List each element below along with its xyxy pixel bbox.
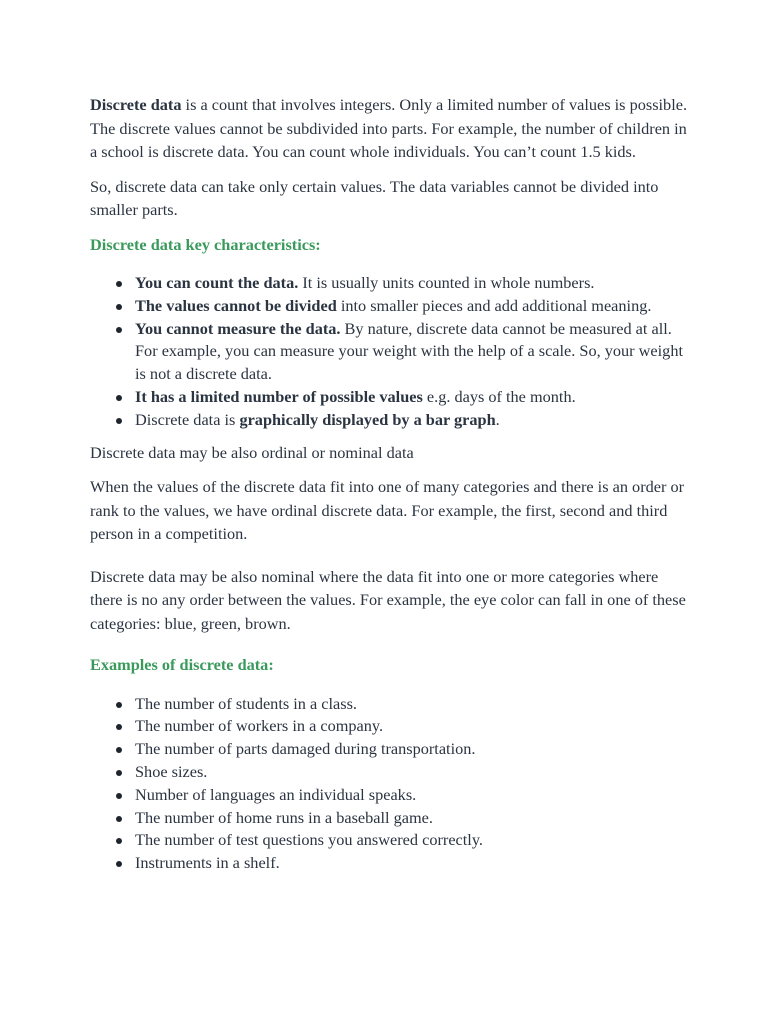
list-item: The number of students in a class. xyxy=(90,693,690,716)
document-page xyxy=(90,93,690,875)
ordinal-nominal-paragraph: Discrete data may be also ordinal or nominal data xyxy=(90,442,414,462)
list-item xyxy=(90,272,690,295)
item-pre: Discrete data is xyxy=(135,409,240,429)
characteristics-list xyxy=(90,272,690,432)
item-bold: The values cannot be divided xyxy=(135,295,337,315)
intro-paragraph xyxy=(90,93,690,164)
examples-list xyxy=(90,693,690,875)
item-text: . xyxy=(495,409,500,429)
list-item: Number of languages an individual speaks. xyxy=(90,784,690,807)
list-item: The number of test questions you answered correctly. xyxy=(90,829,690,852)
item-text: By nature, discrete data cannot be measured at all. For example, you can measure your weight with the help of a scale. So, your weight is not a discrete data. xyxy=(135,318,683,384)
item-bold: You can count the data. xyxy=(135,273,299,292)
list-item: Instruments in a shelf. xyxy=(90,852,690,875)
summary-paragraph: So, discrete data can take only certain values. The data variables cannot be divided into smaller parts. xyxy=(90,176,659,219)
list-item xyxy=(90,295,690,318)
list-item xyxy=(90,409,690,432)
ordinal-description: When the values of the discrete data fit into one of many categories and there is an order or rank to the values, we have ordinal discrete data. For example, the first, second and third person in a competition. xyxy=(90,477,685,544)
nominal-description: Discrete data may be also nominal where the data fit into one or more categories where there is no any order between the values. For example, the eye color can fall in one of these categories: blue, green, brown. xyxy=(90,566,686,633)
intro-text: is a count that involves integers. Only a limited number of values is possible. The discrete values cannot be subdivided into parts. For example, the number of children in a school is discrete data. You can count whole individuals. You can’t count 1.5 kids. xyxy=(90,95,688,161)
list-item: The number of parts damaged during transportation. xyxy=(90,738,690,761)
intro-term: Discrete data xyxy=(90,95,182,114)
list-item: The number of workers in a company. xyxy=(90,715,690,738)
list-item: Shoe sizes. xyxy=(90,761,690,784)
list-item xyxy=(90,386,690,409)
item-text: e.g. days of the month. xyxy=(422,386,576,406)
item-bold: graphically displayed by a bar graph xyxy=(239,409,496,429)
characteristics-heading: Discrete data key characteristics: xyxy=(90,234,321,254)
list-item xyxy=(90,318,690,386)
examples-heading: Examples of discrete data: xyxy=(90,655,274,675)
item-bold: It has a limited number of possible values xyxy=(135,386,423,406)
item-text: into smaller pieces and add additional meaning. xyxy=(336,295,652,315)
item-bold: You cannot measure the data. xyxy=(135,318,341,338)
item-text: It is usually units counted in whole numbers. xyxy=(298,273,595,292)
list-item: The number of home runs in a baseball game. xyxy=(90,807,690,830)
